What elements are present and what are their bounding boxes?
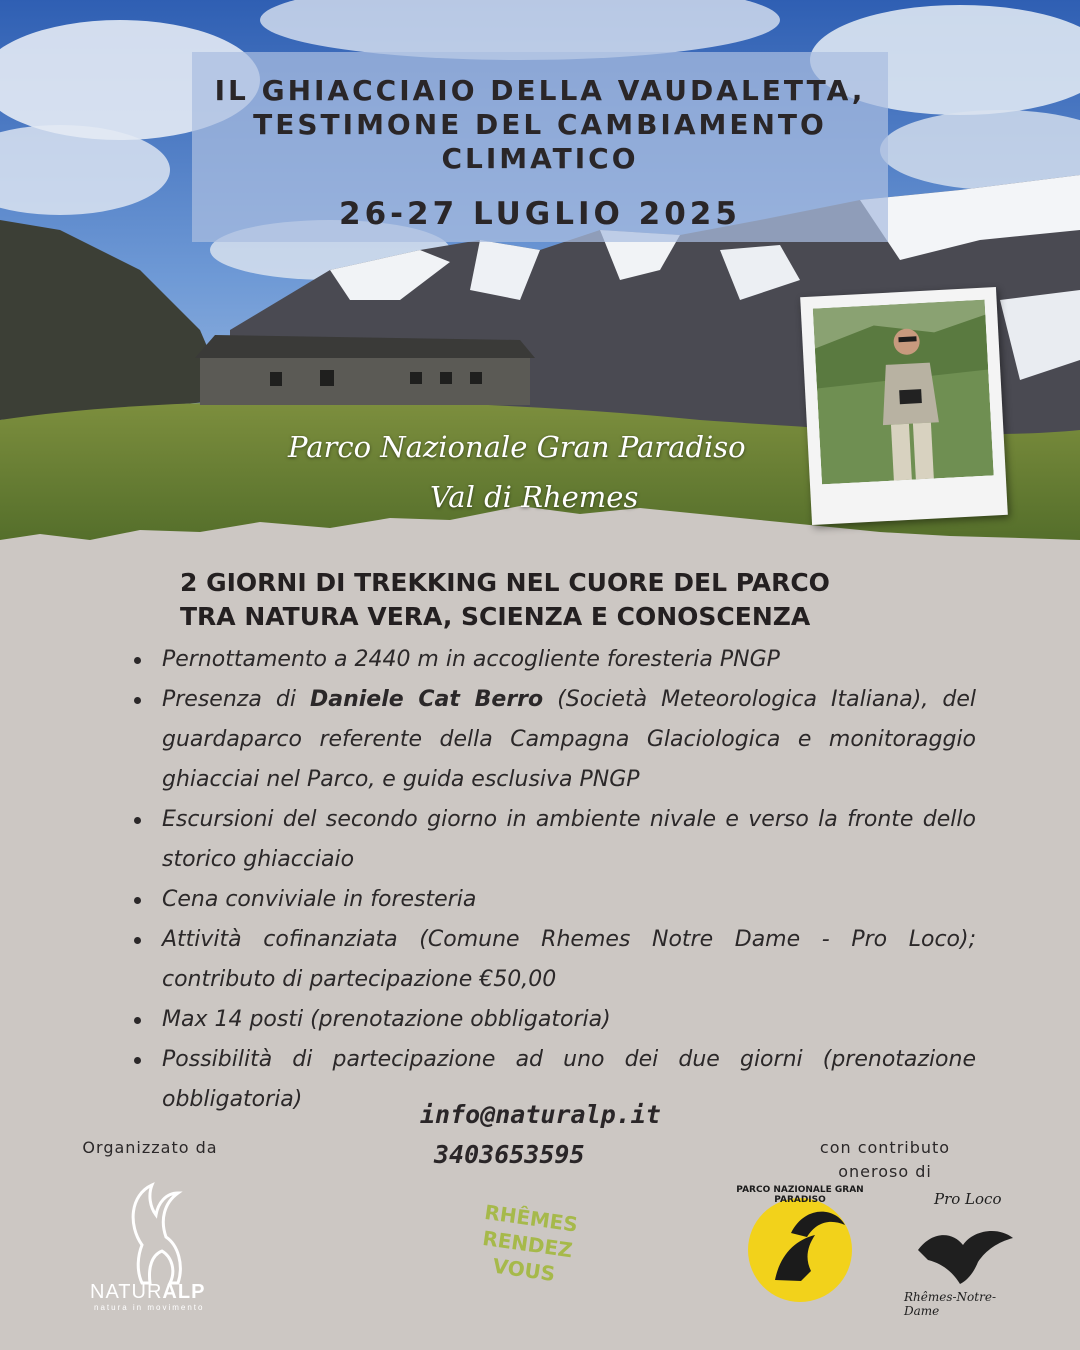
event-date: 26-27 LUGLIO 2025 [339, 196, 741, 232]
presence-details: (Società Meteorologica Italiana), del guardaparco referente della Campagna Glaciologica e monitoraggio ghiacciai nel Parco, e guida esclusiva PNGP [162, 687, 976, 792]
title-box [192, 52, 888, 242]
guide-photo [813, 300, 994, 485]
list-item: Attività cofinanziata (Comune Rhemes Notre Dame - Pro Loco); contributo di partecipazione €50,00 [128, 920, 976, 1000]
stone-hut [195, 335, 535, 405]
rhemes-rendezvous-logo: RHÊMES RENDEZ VOUS [481, 1199, 580, 1287]
guest-name: Daniele Cat Berro [310, 687, 544, 712]
park-name: Parco Nazionale Gran Paradiso [288, 430, 746, 464]
title-line-3: CLIMATICO [441, 142, 639, 175]
guide-polaroid [800, 287, 1008, 525]
contribution-line-2: oneroso di [838, 1162, 932, 1181]
headline [180, 566, 940, 634]
event-title [192, 74, 888, 176]
program-list [128, 640, 976, 1120]
proloco-town: Rhêmes-Notre-Dame [904, 1290, 996, 1318]
naturalp-wordmark: NATURALP [90, 1281, 206, 1303]
list-item: Max 14 posti (prenotazione obbligatoria) [128, 1000, 976, 1040]
title-line-1: IL GHIACCIAIO DELLA VAUDALETTA, [214, 74, 866, 107]
list-item: Possibilità di partecipazione ad uno dei due giorni (prenotazione obbligatoria) [128, 1040, 976, 1120]
contribution-label [795, 1136, 975, 1184]
list-item [128, 680, 976, 800]
headline-line-2: TRA NATURA VERA, SCIENZA E CONOSCENZA [180, 602, 811, 631]
presence-prefix: Presenza di [162, 687, 310, 712]
pngp-name: PARCO NAZIONALE GRAN PARADISO [736, 1185, 864, 1205]
organized-by-label: Organizzato da [82, 1138, 218, 1157]
contact-phone[interactable]: 3403653595 [434, 1140, 585, 1169]
contribution-line-1: con contributo [819, 1138, 951, 1157]
title-line-2: TESTIMONE DEL CAMBIAMENTO [253, 108, 827, 141]
proloco-name: Pro Loco [934, 1190, 1002, 1208]
list-item: Cena conviviale in foresteria [128, 880, 976, 920]
valley-name: Val di Rhemes [430, 480, 639, 514]
contact-email[interactable]: info@naturalp.it [420, 1100, 661, 1129]
list-item: Pernottamento a 2440 m in accogliente foresteria PNGP [128, 640, 976, 680]
pngp-logo [735, 1185, 865, 1315]
naturalp-logo [80, 1175, 230, 1315]
proloco-logo [898, 1190, 1028, 1318]
naturalp-tagline: natura in movimento [94, 1303, 205, 1312]
headline-line-1: 2 GIORNI DI TREKKING NEL CUORE DEL PARCO [180, 568, 830, 597]
list-item: Escursioni del secondo giorno in ambiente nivale e verso la fronte dello storico ghiacciaio [128, 800, 976, 880]
